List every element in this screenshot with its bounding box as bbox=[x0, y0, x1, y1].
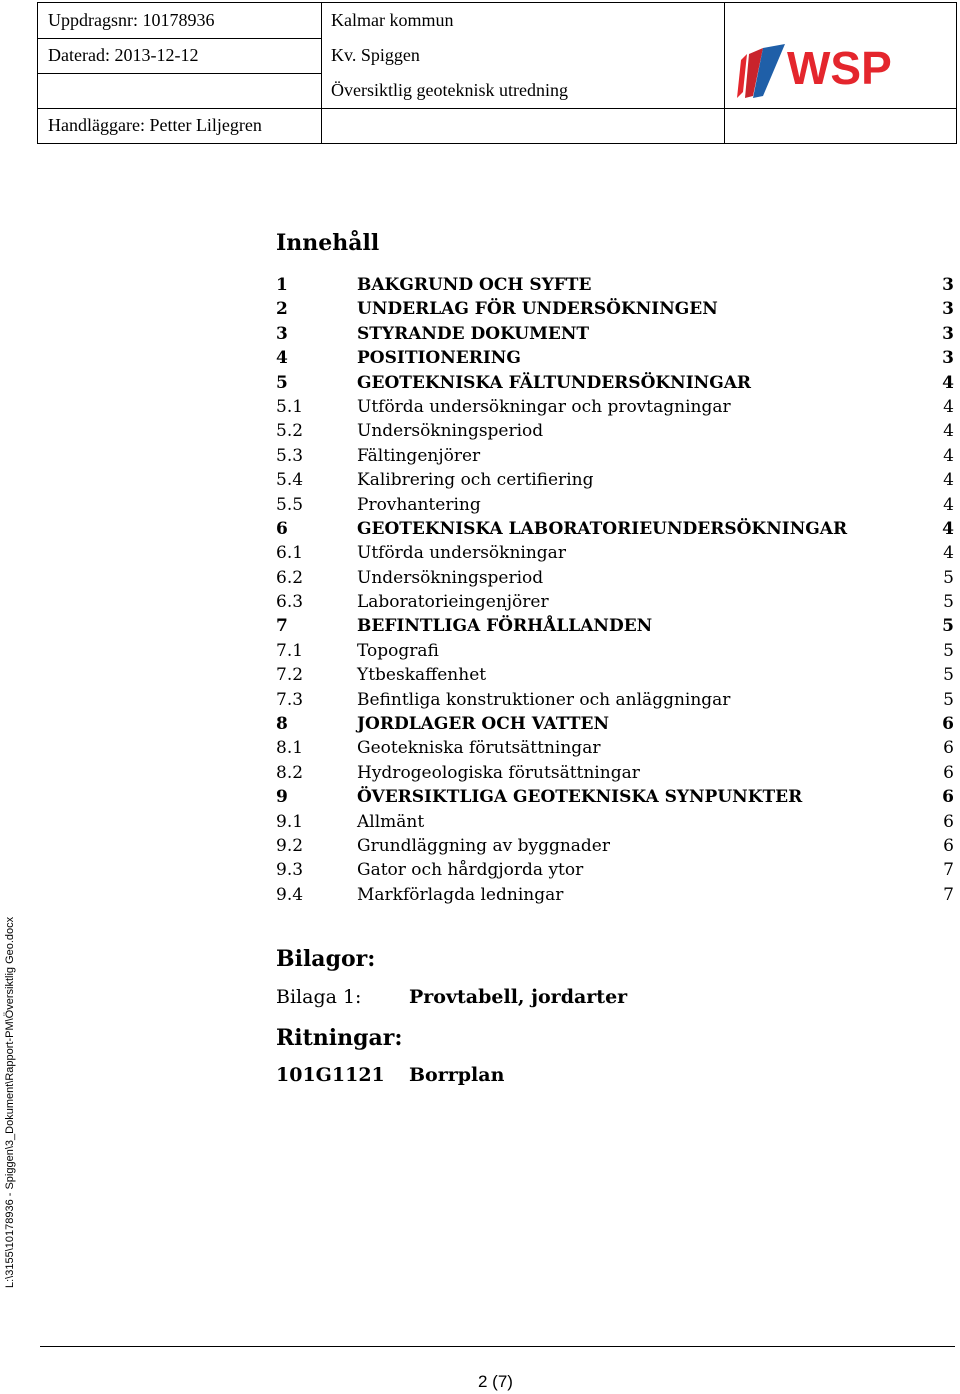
toc-entry[interactable] bbox=[276, 641, 956, 665]
toc-entry-title: UNDERLAG FÖR UNDERSÖKNINGEN bbox=[357, 299, 718, 320]
logo-text: WSP bbox=[787, 42, 892, 94]
toc-entry-page: 5 bbox=[943, 640, 954, 661]
toc-entry-number: 9.4 bbox=[276, 884, 304, 905]
project-number: Uppdragsnr: 10178936 bbox=[48, 10, 215, 30]
toc-entry-title: Fältingenjörer bbox=[357, 445, 481, 466]
toc-entry[interactable] bbox=[276, 616, 956, 640]
toc-entry-title: GEOTEKNISKA LABORATORIEUNDERSÖKNINGAR bbox=[357, 518, 848, 539]
toc-entry-page: 6 bbox=[943, 811, 954, 832]
toc-entry-page: 3 bbox=[942, 299, 954, 320]
toc-entry-page: 5 bbox=[943, 567, 954, 588]
toc-entry-title: Gator och hårdgjorda ytor bbox=[357, 860, 584, 881]
toc-entry[interactable] bbox=[276, 299, 956, 323]
toc-entry[interactable] bbox=[276, 568, 956, 592]
toc-entry-title: BEFINTLIGA FÖRHÅLLANDEN bbox=[357, 616, 653, 637]
toc-entry-title: Grundläggning av byggnader bbox=[357, 835, 610, 856]
toc-entry-number: 4 bbox=[276, 348, 288, 369]
toc-entry[interactable] bbox=[276, 348, 956, 372]
toc-entry-page: 4 bbox=[943, 445, 954, 466]
toc-entry-number: 9.2 bbox=[276, 835, 304, 856]
toc-entry-number: 3 bbox=[276, 323, 288, 344]
appendices-heading: Bilagor: bbox=[276, 946, 376, 972]
header-divider bbox=[321, 3, 322, 143]
toc-entry-number: 9.3 bbox=[276, 860, 304, 881]
toc-entry-title: Topografi bbox=[357, 640, 439, 661]
toc-entry[interactable] bbox=[276, 275, 956, 299]
toc-entry[interactable] bbox=[276, 324, 956, 348]
toc-entry-number: 9.1 bbox=[276, 811, 304, 832]
toc-entry-number: 1 bbox=[276, 275, 288, 295]
toc-entry[interactable] bbox=[276, 812, 956, 836]
toc-entry-number: 5.1 bbox=[276, 396, 304, 417]
toc-entry-number: 7.3 bbox=[276, 689, 304, 710]
toc-entry-title: Hydrogeologiska förutsättningar bbox=[357, 762, 640, 783]
toc-entry-title: STYRANDE DOKUMENT bbox=[357, 323, 590, 344]
toc-entry-page: 4 bbox=[943, 470, 954, 491]
project-name: Kv. Spiggen bbox=[331, 45, 420, 65]
toc-entry-number: 6.1 bbox=[276, 543, 304, 564]
toc-entry-title: Allmänt bbox=[357, 811, 425, 832]
toc-entry-number: 5.5 bbox=[276, 494, 304, 515]
toc-entry[interactable] bbox=[276, 397, 956, 421]
drawing-title: Borrplan bbox=[409, 1064, 505, 1086]
toc-entry-page: 3 bbox=[942, 348, 954, 369]
toc-entry-page: 5 bbox=[943, 689, 954, 710]
toc-entry-number: 8.2 bbox=[276, 762, 304, 783]
toc-entry-title: Geotekniska förutsättningar bbox=[357, 738, 601, 759]
toc-entry-number: 6 bbox=[276, 518, 288, 539]
toc-entry-number: 6.2 bbox=[276, 567, 304, 588]
toc-entry-page: 4 bbox=[942, 518, 954, 539]
toc-entry-page: 6 bbox=[943, 738, 954, 759]
toc-entry-page: 4 bbox=[942, 372, 954, 393]
toc-entry-title: GEOTEKNISKA FÄLTUNDERSÖKNINGAR bbox=[357, 372, 752, 393]
toc-entry-title: JORDLAGER OCH VATTEN bbox=[357, 714, 610, 735]
toc-entry[interactable] bbox=[276, 592, 956, 616]
toc-entry-number: 9 bbox=[276, 787, 288, 808]
toc-entry[interactable] bbox=[276, 495, 956, 519]
toc-entry-number: 7.1 bbox=[276, 640, 304, 661]
toc-entry-number: 5.4 bbox=[276, 470, 304, 491]
client: Kalmar kommun bbox=[331, 10, 454, 30]
toc-entry-number: 5 bbox=[276, 372, 288, 393]
header-row-line bbox=[38, 38, 321, 39]
toc-entry-page: 7 bbox=[943, 884, 954, 905]
toc-entry-number: 6.3 bbox=[276, 592, 304, 613]
toc-entry-number: 5.3 bbox=[276, 445, 304, 466]
toc-entry[interactable] bbox=[276, 446, 956, 470]
toc-entry[interactable] bbox=[276, 885, 956, 909]
toc-entry[interactable] bbox=[276, 543, 956, 567]
toc-entry-title: POSITIONERING bbox=[357, 348, 521, 369]
toc-entry-title: Kalibrering och certifiering bbox=[357, 470, 594, 491]
toc-entry-page: 6 bbox=[943, 762, 954, 783]
toc-entry-number: 7 bbox=[276, 616, 288, 637]
toc-entry-page: 7 bbox=[943, 860, 954, 881]
toc-entry[interactable] bbox=[276, 470, 956, 494]
toc-entry-title: Utförda undersökningar bbox=[357, 543, 566, 564]
footer-rule bbox=[40, 1346, 955, 1347]
toc-entry-title: Laboratorieingenjörer bbox=[357, 592, 549, 613]
toc-entry[interactable] bbox=[276, 836, 956, 860]
table-of-contents bbox=[276, 275, 956, 909]
header-row-line bbox=[38, 108, 724, 109]
toc-entry-page: 4 bbox=[943, 421, 954, 442]
toc-entry-number: 2 bbox=[276, 299, 288, 320]
toc-entry-title: Befintliga konstruktioner och anläggningar bbox=[357, 689, 731, 710]
toc-entry[interactable] bbox=[276, 519, 956, 543]
toc-entry[interactable] bbox=[276, 690, 956, 714]
toc-entry-title: Ytbeskaffenhet bbox=[357, 665, 487, 686]
toc-entry-page: 4 bbox=[943, 494, 954, 515]
toc-entry-page: 5 bbox=[943, 665, 954, 686]
toc-entry[interactable] bbox=[276, 665, 956, 689]
toc-entry[interactable] bbox=[276, 421, 956, 445]
page-number: 2 (7) bbox=[478, 1372, 513, 1391]
toc-title: Innehåll bbox=[276, 230, 380, 256]
toc-entry-page: 3 bbox=[942, 323, 954, 344]
toc-entry-title: Markförlagda ledningar bbox=[357, 884, 564, 905]
toc-entry-number: 7.2 bbox=[276, 665, 304, 686]
report-title: Översiktlig geoteknisk utredning bbox=[331, 80, 568, 100]
toc-entry[interactable] bbox=[276, 787, 956, 811]
logo-stripe-1 bbox=[737, 54, 747, 98]
toc-entry[interactable] bbox=[276, 763, 956, 787]
drawings-heading: Ritningar: bbox=[276, 1025, 403, 1051]
header-row-line bbox=[724, 108, 956, 109]
toc-entry-page: 5 bbox=[942, 616, 954, 637]
header-divider bbox=[724, 3, 725, 143]
date: Daterad: 2013-12-12 bbox=[48, 45, 199, 65]
toc-entry-page: 6 bbox=[942, 714, 954, 735]
toc-entry-title: Undersökningsperiod bbox=[357, 421, 544, 442]
header-row-line bbox=[38, 73, 321, 74]
drawing-label: 101G1121 bbox=[276, 1064, 385, 1086]
toc-entry-page: 5 bbox=[943, 592, 954, 613]
toc-entry-number: 8 bbox=[276, 714, 288, 735]
toc-entry-number: 5.2 bbox=[276, 421, 304, 442]
toc-entry-title: Provhantering bbox=[357, 494, 481, 515]
wsp-logo bbox=[733, 40, 919, 102]
toc-entry-title: ÖVERSIKTLIGA GEOTEKNISKA SYNPUNKTER bbox=[357, 787, 803, 808]
appendix-title: Provtabell, jordarter bbox=[409, 986, 628, 1008]
toc-entry-page: 6 bbox=[942, 787, 954, 808]
toc-entry[interactable] bbox=[276, 714, 956, 738]
toc-entry-title: BAKGRUND OCH SYFTE bbox=[357, 275, 592, 295]
toc-entry[interactable] bbox=[276, 373, 956, 397]
toc-entry-page: 4 bbox=[943, 543, 954, 564]
toc-entry-page: 4 bbox=[943, 396, 954, 417]
toc-entry[interactable] bbox=[276, 738, 956, 762]
file-path: L:\3155\10178936 - Spiggen\3_Dokument\Rapport-PM\Översiktlig Geo.docx bbox=[4, 916, 16, 1288]
toc-entry[interactable] bbox=[276, 860, 956, 884]
toc-entry-title: Undersökningsperiod bbox=[357, 567, 544, 588]
appendix-label: Bilaga 1: bbox=[276, 986, 362, 1008]
toc-entry-title: Utförda undersökningar och provtagningar bbox=[357, 396, 731, 417]
toc-entry-page: 6 bbox=[943, 835, 954, 856]
handler: Handläggare: Petter Liljegren bbox=[48, 115, 262, 135]
toc-entry-page: 3 bbox=[942, 275, 954, 295]
toc-entry-number: 8.1 bbox=[276, 738, 304, 759]
